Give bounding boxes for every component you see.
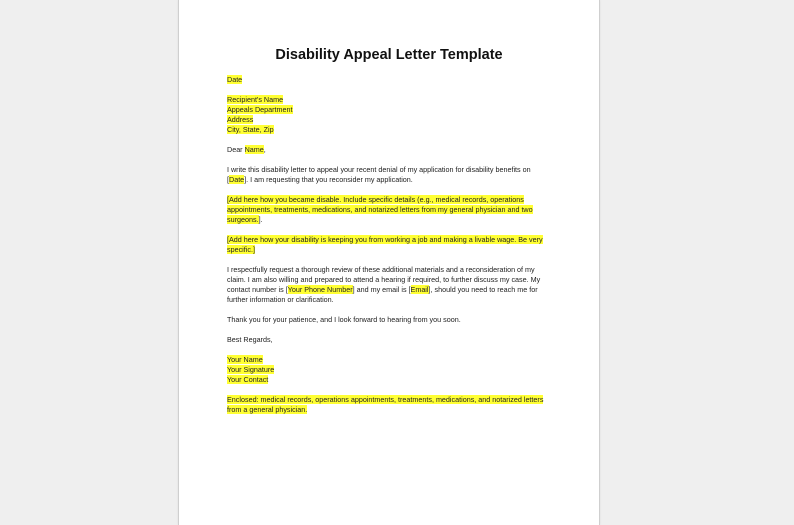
paragraph-request — [227, 265, 549, 305]
recipient-block — [227, 95, 549, 135]
paragraph-intro — [227, 165, 549, 185]
enclosed-placeholder: Enclosed: medical records, operations appointments, treatments, medications, and notarized letters from a general physician. — [227, 395, 544, 414]
closing: Best Regards, — [227, 335, 273, 344]
document-title: Disability Appeal Letter Template — [275, 47, 503, 63]
email-placeholder: Email — [410, 285, 429, 294]
salutation-suffix: , — [263, 145, 266, 154]
salutation — [227, 145, 549, 155]
enclosed-line — [227, 395, 549, 415]
date-line — [227, 75, 549, 85]
paragraph-thanks: Thank you for your patience, and I look forward to hearing from you soon. — [227, 315, 461, 324]
recipient-city: City, State, Zip — [227, 125, 274, 134]
document-page — [178, 0, 600, 525]
salutation-name: Name — [244, 145, 264, 154]
recipient-address: Address — [227, 115, 254, 124]
date-placeholder: Date — [227, 75, 243, 84]
recipient-name: Recipient's Name — [227, 95, 284, 104]
signoff-signature: Your Signature — [227, 365, 275, 374]
intro-text-b: ]. I am requesting that you reconsider my application. — [244, 175, 413, 184]
paragraph-impact — [227, 235, 549, 255]
impact-tail: ] — [252, 245, 255, 254]
disability-details-placeholder: [Add here how you became disable. Include specific details (e.g., medical records, operations appointments, treatments, medications, and notarized letters from my general physician and two surgeons. — [227, 195, 533, 224]
intro-date: Date — [229, 175, 245, 184]
request-text-b: ] and my email is [ — [352, 285, 411, 294]
request-text-a: I respectfully request a thorough review of these additional materials and a reconsideration of my claim. I am also willing and prepared to attend a hearing if required, to further discuss my case. My contact number is [ — [227, 265, 541, 294]
letter-body — [227, 75, 549, 425]
request-text-c: ], should you need to reach me for further information or clarification. — [227, 285, 538, 304]
impact-placeholder: [Add here how your disability is keeping you from working a job and making a livable wage. Be very specific. — [227, 235, 543, 254]
recipient-department: Appeals Department — [227, 105, 293, 114]
disability-details-tail: ]. — [258, 215, 263, 224]
signoff-contact: Your Contact — [227, 375, 269, 384]
paragraph-disability-details — [227, 195, 549, 225]
signoff-block — [227, 355, 549, 385]
intro-text-a: I write this disability letter to appeal your recent denial of my application for disability benefits on [ — [227, 165, 531, 184]
phone-placeholder: Your Phone Number — [287, 285, 353, 294]
signoff-name: Your Name — [227, 355, 263, 364]
salutation-prefix: Dear — [227, 145, 245, 154]
